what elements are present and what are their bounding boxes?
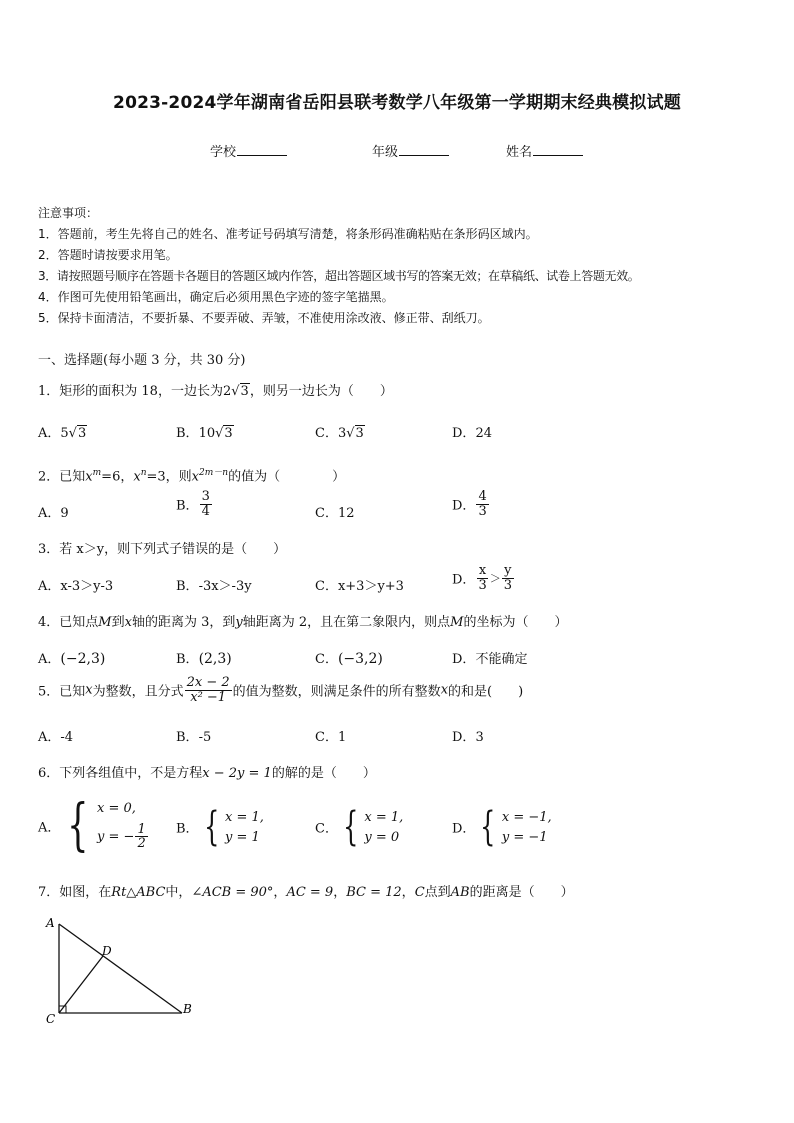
left-brace-icon: {	[480, 804, 496, 850]
option-label: C．	[315, 506, 338, 521]
grade-label: 年级	[372, 145, 399, 160]
q3-option-c	[315, 575, 404, 594]
q2-text-a: 2．已知	[38, 469, 86, 485]
vertex-a-label: A	[46, 916, 55, 930]
q2-option-b	[176, 490, 213, 518]
option-label: A．	[38, 426, 61, 441]
q5-option-b	[176, 726, 211, 745]
q1-stem-rad: 3	[240, 384, 249, 399]
option-rad: 3	[224, 426, 233, 441]
q4-text-b: 到	[111, 615, 125, 630]
q7-text-f: 点到	[424, 885, 451, 900]
option-label: A．	[38, 820, 61, 836]
q2-x: x	[191, 469, 199, 485]
notes-heading: 注意事项：	[38, 206, 99, 220]
option-text: -3x＞-3y	[198, 579, 252, 594]
q5-option-c	[315, 726, 346, 745]
option-text: -4	[60, 730, 74, 745]
option-text: 12	[337, 506, 355, 521]
option-text: 3	[475, 730, 484, 745]
q5-text-d: 的和是( )	[448, 684, 524, 700]
q3-option-d	[452, 564, 515, 592]
q6-equation: x − 2y = 1	[202, 766, 272, 781]
option-label: D．	[452, 572, 476, 588]
q1-text-b: ，则另一边长为（ ）	[249, 384, 393, 399]
q7-C: C	[414, 885, 425, 900]
option-sqrt: √3	[68, 426, 87, 441]
q1-option-a	[38, 422, 87, 441]
question-6	[38, 762, 376, 781]
note-item: 2．答题时请按要求用笔。	[38, 248, 178, 262]
fraction-denominator: 3	[478, 503, 487, 519]
q7-text-a: 7．如图，在	[38, 885, 112, 900]
q4-text-e: 的坐标为（ ）	[463, 615, 568, 630]
school-field	[210, 141, 287, 160]
q6-option-b	[176, 804, 264, 850]
q5-option-d	[452, 726, 484, 745]
option-text: 24	[475, 426, 492, 441]
option-fraction	[476, 564, 488, 592]
system-row: x = −1,	[501, 809, 552, 825]
question-4	[38, 611, 567, 630]
fraction-denominator: 2	[137, 836, 146, 852]
q6-text-a: 6．下列各组值中，不是方程	[38, 766, 203, 781]
fraction-numerator: 3	[201, 489, 210, 504]
option-label: C．	[315, 730, 338, 745]
q3-option-b	[176, 575, 252, 594]
school-blank	[237, 143, 287, 156]
q2-option-d	[452, 490, 490, 518]
q4-text-c: 轴的距离为 3，到	[131, 615, 236, 630]
option-label: D．	[452, 730, 476, 745]
question-7	[38, 881, 574, 900]
option-label: A．	[38, 730, 61, 745]
question-3: 3．若 x＞y，则下列式子错误的是（ ）	[38, 542, 287, 557]
system-row: y = 1	[225, 829, 260, 845]
q5-fraction	[185, 676, 232, 704]
option-text: -5	[198, 730, 212, 745]
q6-option-c	[315, 804, 404, 850]
name-label: 姓名	[506, 145, 533, 160]
system-rows	[502, 807, 552, 847]
q2-text-b: 的值为（ ）	[228, 469, 346, 485]
school-label: 学校	[210, 145, 237, 160]
q7-text-d: ，	[333, 885, 347, 900]
q6-option-d	[452, 804, 552, 850]
system-brace	[60, 793, 148, 858]
left-brace-icon: {	[203, 804, 219, 850]
option-text: 9	[60, 506, 69, 521]
option-coef: 5	[60, 426, 69, 441]
q6-option-a	[38, 793, 149, 858]
q7-angle: ∠ACB = 90°	[191, 885, 274, 900]
option-label: C．	[315, 652, 338, 667]
note-item: 5．保持卡面清洁，不要折暴、不要弄破、弄皱，不准使用涂改液、修正带、刮纸刀。	[38, 311, 490, 325]
q1-option-c	[315, 422, 365, 441]
option-label: C．	[315, 821, 338, 837]
option-sqrt: √3	[215, 426, 233, 441]
grade-blank	[399, 143, 449, 156]
option-label: A．	[38, 506, 61, 521]
q2-x: x	[133, 469, 141, 485]
option-label: C．	[315, 579, 338, 594]
vertex-b-label: B	[183, 1002, 192, 1016]
option-coef: 10	[198, 426, 216, 441]
name-blank	[533, 143, 583, 156]
q2-m: m	[92, 468, 102, 478]
option-label: A．	[38, 579, 61, 594]
q7-AB: AB	[450, 885, 470, 900]
q5-text-a: 5．已知	[38, 684, 86, 700]
q1-stem-sqrt: √3	[231, 384, 249, 399]
fraction-numerator: 4	[478, 489, 487, 504]
system-row	[97, 823, 149, 851]
fraction-numerator: 1	[137, 821, 146, 837]
triangle-figure	[40, 912, 200, 1027]
option-label: B．	[176, 579, 199, 594]
q1-option-d	[452, 422, 492, 441]
question-1	[38, 380, 393, 399]
q7-bc: BC = 12	[346, 885, 402, 900]
altitude-cd	[59, 956, 103, 1013]
q1-text-a: 1．矩形的面积为 18，一边长为	[38, 384, 223, 399]
fraction-numerator: x	[478, 563, 487, 578]
system-row: x = 0,	[97, 801, 136, 817]
question-2	[38, 465, 345, 484]
question-5	[38, 676, 523, 704]
option-label: A．	[38, 652, 61, 667]
q4-option-a	[38, 648, 105, 667]
option-label: C．	[315, 426, 338, 441]
q5-option-a	[38, 726, 73, 745]
system-row: y = −1	[501, 829, 548, 845]
option-label: B．	[176, 821, 199, 837]
fraction-denominator: 4	[201, 503, 210, 519]
system-row: x = 1,	[225, 809, 264, 825]
q4-M: M	[98, 615, 112, 630]
q2-exp: 2m－n	[199, 468, 229, 478]
q4-text-d: 轴距离为 2，且在第二象限内，则点	[242, 615, 451, 630]
system-brace	[475, 804, 552, 850]
q7-text-e: ，	[401, 885, 415, 900]
option-text: x-3＞y-3	[60, 579, 114, 594]
q4-y: y	[235, 615, 243, 630]
left-brace-icon: {	[67, 793, 89, 858]
q5-text-b: 为整数，且分式	[92, 684, 184, 700]
fraction-numerator: 2x − 2	[186, 675, 230, 690]
note-item: 4．作图可先使用铅笔画出，确定后必须用黑色字迹的签字笔描黑。	[38, 290, 394, 304]
fraction-numerator: y	[504, 563, 512, 578]
option-sqrt: √3	[346, 426, 364, 441]
option-label: D．	[452, 821, 476, 837]
grade-field	[372, 141, 449, 160]
note-item: 3．请按照题号顺序在答题卡各题目的答题区域内作答，超出答题区域书写的答案无效；在草稿纸、试卷上答题无效。	[38, 269, 640, 283]
option-label: D．	[452, 426, 476, 441]
option-label: B．	[176, 730, 199, 745]
q4-option-d	[452, 648, 527, 667]
left-brace-icon: {	[343, 804, 359, 850]
side-ab	[59, 924, 182, 1013]
fraction-denominator: 3	[503, 577, 512, 593]
option-text: (−2,3)	[60, 651, 106, 667]
q7-ac: AC = 9	[286, 885, 334, 900]
q2-eq1: =6，	[101, 469, 134, 485]
system-brace	[199, 804, 264, 850]
q5-x: x	[85, 682, 93, 698]
option-label: B．	[176, 652, 199, 667]
option-label: D．	[452, 498, 476, 514]
q7-triangle: Rt△ABC	[111, 885, 166, 900]
point-d-label: D	[102, 944, 112, 958]
fraction-denominator: 3	[478, 577, 487, 593]
option-rad: 3	[355, 426, 364, 441]
system-row: x = 1,	[364, 809, 404, 825]
page-title: 2023-2024学年湖南省岳阳县联考数学八年级第一学期期末经典模拟试题	[113, 93, 681, 113]
q5-x: x	[440, 682, 449, 698]
q1-option-b	[176, 422, 234, 441]
option-fraction	[200, 490, 212, 518]
system-rows	[225, 807, 264, 847]
note-item: 1．答题前，考生先将自己的姓名、准考证号码填写清楚，将条形码准确粘贴在条形码区域内。	[38, 227, 538, 241]
q7-text-g: 的距离是（ ）	[469, 885, 574, 900]
q7-text-c: ，	[273, 885, 287, 900]
q2-n: n	[140, 468, 147, 478]
option-coef: 3	[337, 426, 347, 441]
system-rows	[97, 798, 149, 854]
section-heading: 一、选择题(每小题 3 分，共 30 分)	[38, 353, 246, 368]
option-label: B．	[176, 426, 199, 441]
system-brace	[338, 804, 404, 850]
q1-stem-coef: 2	[222, 384, 232, 399]
option-text: 不能确定	[475, 652, 528, 667]
name-field	[506, 141, 583, 160]
option-rad: 3	[77, 426, 87, 441]
q2-eq2: =3，则	[146, 469, 192, 485]
system-rows	[364, 807, 403, 847]
q2-option-a	[38, 502, 69, 521]
option-label: B．	[176, 498, 199, 514]
q4-x: x	[124, 615, 132, 630]
fraction-denominator: x² −1	[190, 689, 227, 705]
q5-text-c: 的值为整数，则满足条件的所有整数	[232, 684, 441, 700]
q4-text-a: 4．已知点	[38, 615, 99, 630]
q7-text-b: 中，	[165, 885, 192, 900]
q3-option-a	[38, 575, 113, 594]
option-fraction	[476, 490, 488, 518]
q4-option-c	[315, 648, 383, 667]
q4-M: M	[450, 615, 464, 630]
q2-x: x	[85, 469, 93, 485]
option-text: (2,3)	[198, 651, 232, 667]
q2-option-c	[315, 502, 355, 521]
system-row: y = 0	[364, 829, 400, 845]
option-text: 1	[337, 730, 347, 745]
option-text: x+3＞y+3	[337, 579, 404, 594]
option-fraction	[135, 823, 147, 851]
q4-option-b	[176, 648, 232, 667]
system-row-left: y = −	[97, 829, 135, 845]
vertex-c-label: C	[46, 1012, 56, 1026]
greater-than: ＞	[489, 572, 501, 586]
option-label: D．	[452, 652, 476, 667]
option-fraction	[502, 564, 514, 592]
option-text: (−3,2)	[337, 651, 383, 667]
q6-text-b: 的解的是（ ）	[271, 766, 376, 781]
